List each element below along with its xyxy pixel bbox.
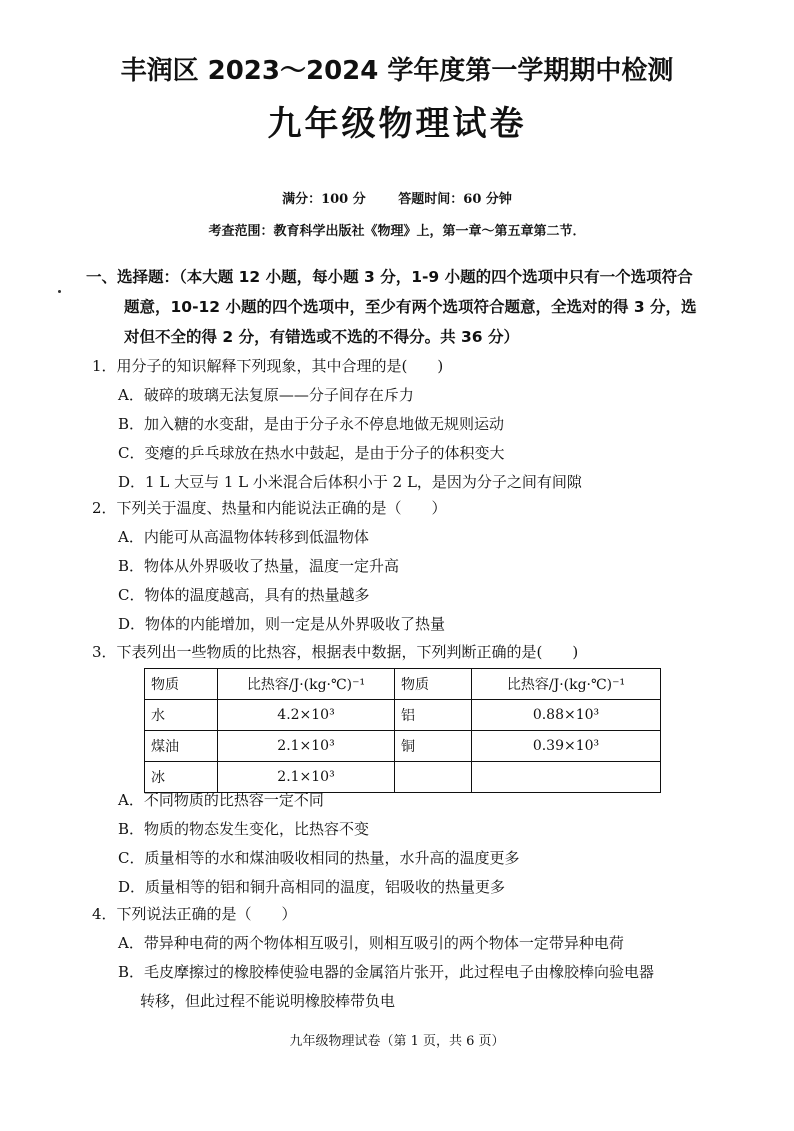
- section-1-line1: 一、选择题：（本大题 12 小题，每小题 3 分，1-9 小题的四个选项中只有一个选项符合: [86, 268, 693, 286]
- question-3-option-d: D．质量相等的铝和铜升高相同的温度，铝吸收的热量更多: [118, 878, 506, 896]
- table-cell: 2.1×10³: [218, 731, 395, 762]
- question-3-option-b: B．物质的物态发生变化，比热容不变: [118, 820, 370, 838]
- question-4: [92, 900, 654, 1016]
- question-2-option-d: D．物体的内能增加，则一定是从外界吸收了热量: [118, 615, 446, 633]
- table-cell: 2.1×10³: [218, 762, 395, 793]
- table-row: [145, 731, 661, 762]
- question-4-option-a: A．带异种电荷的两个物体相互吸引，则相互吸引的两个物体一定带异种电荷: [118, 934, 624, 952]
- table-cell: 水: [145, 700, 218, 731]
- section-1-instructions: [86, 262, 736, 352]
- table-header-row: [145, 669, 661, 700]
- table-row: [145, 700, 661, 731]
- full-score: 满分：100 分: [282, 192, 366, 207]
- question-2-option-b: B．物体从外界吸收了热量，温度一定升高: [118, 557, 400, 575]
- exam-title-line1: 丰润区 2023～2024 学年度第一学期期中检测: [120, 56, 674, 86]
- specific-heat-table: [144, 668, 661, 793]
- question-1-option-a: A．破碎的玻璃无法复原——分子间存在斥力: [118, 386, 414, 404]
- question-2: [92, 494, 447, 639]
- exam-scope: 考查范围：教育科学出版社《物理》上，第一章～第五章第二节．: [208, 224, 586, 239]
- exam-time: 答题时间：60 分钟: [398, 192, 512, 207]
- section-1-line3: 对但不全的得 2 分，有错选或不选的不得分。共 36 分）: [124, 328, 519, 346]
- question-4-option-b-continued: 转移，但此过程不能说明橡胶棒带负电: [140, 992, 396, 1010]
- question-2-stem: 2．下列关于温度、热量和内能说法正确的是（ ）: [92, 499, 447, 517]
- question-3-option-a: A．不同物质的比热容一定不同: [118, 791, 324, 809]
- question-1: [92, 352, 582, 497]
- table-cell: 0.39×10³: [472, 731, 661, 762]
- question-1-option-c: C．变瘪的乒乓球放在热水中鼓起，是由于分子的体积变大: [118, 444, 505, 462]
- question-4-option-b: B．毛皮摩擦过的橡胶棒使验电器的金属箔片张开，此过程电子由橡胶棒向验电器: [118, 963, 655, 981]
- question-2-option-a: A．内能可从高温物体转移到低温物体: [118, 528, 369, 546]
- table-header-cell: 物质: [395, 669, 472, 700]
- question-2-option-c: C．物体的温度越高，具有的热量越多: [118, 586, 370, 604]
- question-3-stem: 3．下表列出一些物质的比热容，根据表中数据，下列判断正确的是( ): [92, 643, 579, 661]
- table-cell: 铜: [395, 731, 472, 762]
- page-footer: 九年级物理试卷（第 1 页，共 6 页）: [289, 1034, 505, 1049]
- specific-heat-table-wrap: [144, 668, 661, 793]
- question-3: [92, 638, 578, 667]
- question-1-option-b: B．加入糖的水变甜，是由于分子永不停息地做无规则运动: [118, 415, 505, 433]
- exam-meta: [0, 188, 794, 207]
- question-1-stem: 1．用分子的知识解释下列现象，其中合理的是( ): [92, 357, 444, 375]
- table-cell: 冰: [145, 762, 218, 793]
- question-3-option-c: C．质量相等的水和煤油吸收相同的热量，水升高的温度更多: [118, 849, 520, 867]
- exam-title-line2: 九年级物理试卷: [267, 104, 527, 144]
- question-4-stem: 4．下列说法正确的是（ ）: [92, 905, 297, 923]
- question-3-options: [92, 786, 519, 902]
- table-header-cell: 物质: [145, 669, 218, 700]
- stray-mark: [58, 290, 61, 293]
- table-cell: 煤油: [145, 731, 218, 762]
- question-1-option-d: D．1 L 大豆与 1 L 小米混合后体积小于 2 L，是因为分子之间有间隙: [118, 473, 582, 491]
- table-header-cell: 比热容/J·(kg·℃)⁻¹: [218, 669, 395, 700]
- section-1-line2: 题意，10-12 小题的四个选项中，至少有两个选项符合题意，全选对的得 3 分，选: [124, 298, 697, 316]
- table-cell: 0.88×10³: [472, 700, 661, 731]
- table-cell: 铝: [395, 700, 472, 731]
- table-header-cell: 比热容/J·(kg·℃)⁻¹: [472, 669, 661, 700]
- table-cell: 4.2×10³: [218, 700, 395, 731]
